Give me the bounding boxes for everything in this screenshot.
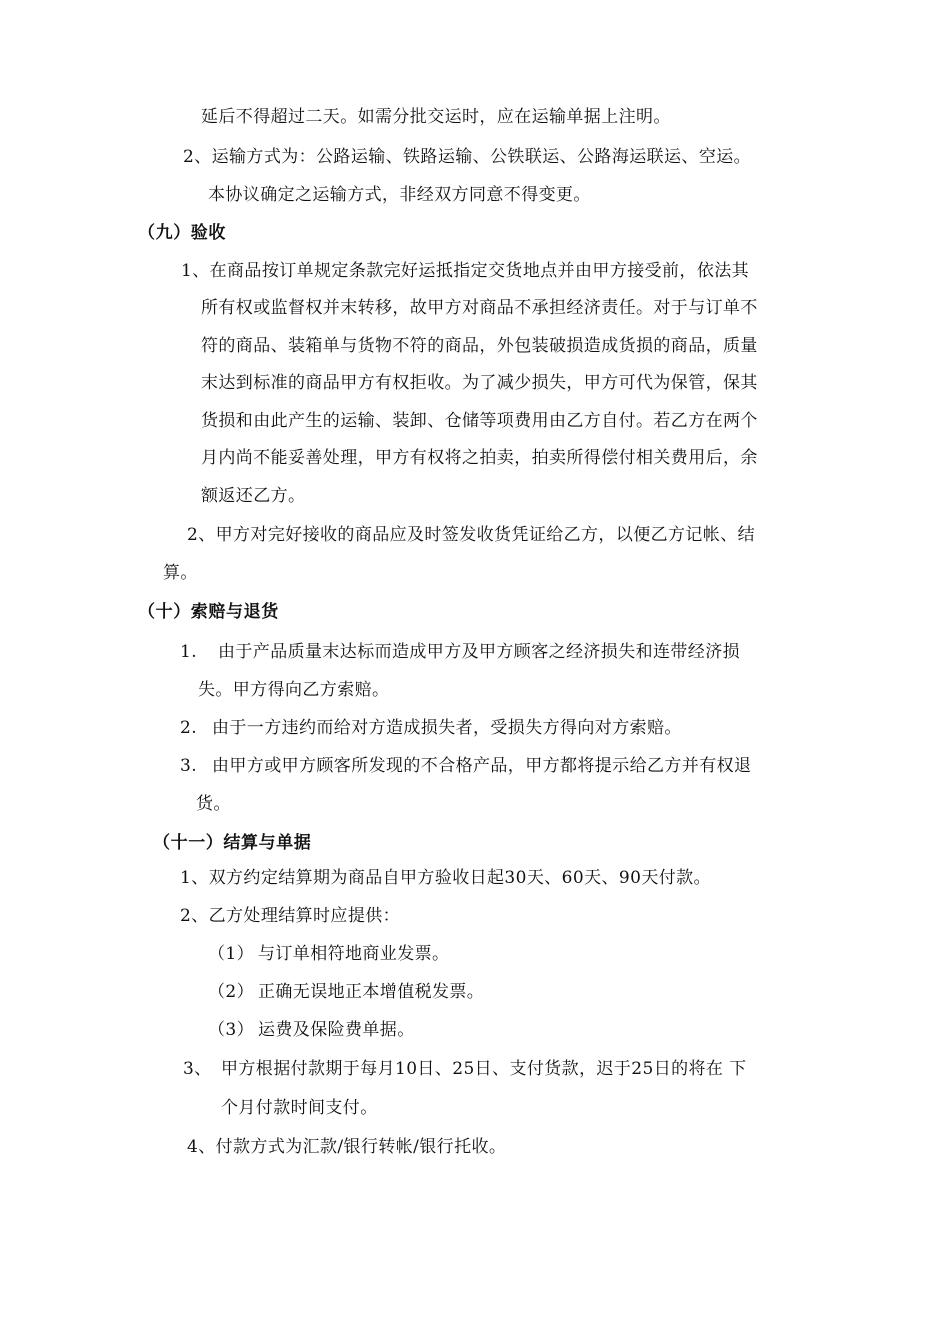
- item-text: 甲方对完好接收的商品应及时签发收货凭证给乙方，以便乙方记帐、结: [215, 525, 756, 545]
- sub-item-number: （1）: [208, 944, 255, 964]
- item-text: 运输方式为：公路运输、铁路运输、公铁联运、公路海运联运、空运。: [211, 147, 752, 167]
- list-item-3-line-2: 货。: [196, 794, 231, 814]
- item-text: 甲方根据付款期于每月10日、25日、支付货款，迟于25日的将在 下: [221, 1059, 747, 1079]
- list-item-1-line: 所有权或监督权并末转移，故甲方对商品不承担经济责任。对于与订单不: [201, 298, 758, 318]
- sub-item-number: （3）: [208, 1020, 255, 1040]
- list-item-1-line: 符的商品、装箱单与货物不符的商品，外包装破损造成货损的商品，质量: [201, 336, 758, 356]
- list-item-2-line-1: [187, 524, 755, 546]
- sub-item-text: 运费及保险费单据。: [258, 1020, 415, 1040]
- paragraph-line: 延后不得超过二天。如需分批交运时，应在运输单据上注明。: [201, 107, 671, 127]
- list-item-1-line: 额返还乙方。: [201, 486, 306, 506]
- item-number: 1、: [181, 261, 210, 281]
- item-number: 2、: [180, 906, 209, 926]
- item-number: 3、: [183, 1059, 212, 1079]
- item-text: 乙方处理结算时应提供：: [208, 906, 401, 926]
- item-text: 在商品按订单规定条款完好运抵指定交货地点并由甲方接受前，依法其: [209, 261, 750, 281]
- list-item-1-line: 月内尚不能妥善处理，甲方有权将之拍卖，拍卖所得偿付相关费用后，余: [201, 448, 758, 468]
- item-text: 由于一方违约而给对方造成损失者，受损失方得向对方索赔。: [212, 718, 682, 738]
- item-number: 3.: [180, 756, 198, 776]
- list-item-1-line: 货损和由此产生的运输、装卸、仓储等项费用由乙方自付。若乙方在两个: [201, 411, 758, 431]
- list-item-2-line-1: [183, 146, 751, 168]
- item-number: 2、: [183, 147, 212, 167]
- list-item-1-line-1: [181, 260, 749, 282]
- list-item-2-line-2: 本协议确定之运输方式，非经双方同意不得变更。: [208, 185, 591, 205]
- item-number: 2.: [180, 718, 198, 738]
- item-number: 1、: [180, 868, 209, 888]
- list-item-1-line-2: 失。甲方得向乙方索赔。: [198, 680, 390, 700]
- section-heading-9: （九）验收: [138, 223, 226, 243]
- list-item-1: [180, 867, 711, 889]
- item-number: 1.: [180, 642, 198, 662]
- list-item-1-line-1: [180, 641, 740, 663]
- list-item-3-line-2: 个月付款时间支付。: [221, 1098, 378, 1118]
- list-item-2: [180, 905, 400, 927]
- list-item-3-line-1: [180, 755, 751, 777]
- section-heading-11: （十一）结算与单据: [153, 833, 312, 853]
- sub-item-number: （2）: [208, 982, 255, 1002]
- item-text: 由于产品质量末达标而造成甲方及甲方顾客之经济损失和连带经济损: [218, 642, 740, 662]
- item-text: 双方约定结算期为商品自甲方验收日起30天、60天、90天付款。: [208, 868, 711, 888]
- list-item-3-line-1: [183, 1058, 747, 1080]
- item-text: 付款方式为汇款/银行转帐/银行托收。: [215, 1137, 507, 1157]
- list-item-2: [180, 717, 682, 739]
- item-number: 4、: [187, 1137, 216, 1157]
- sub-item-1: [208, 943, 449, 965]
- item-number: 2、: [187, 525, 216, 545]
- list-item-4: [187, 1136, 506, 1158]
- section-heading-10: （十）索赔与退货: [138, 602, 279, 622]
- sub-item-text: 与订单相符地商业发票。: [258, 944, 450, 964]
- sub-item-text: 正确无误地正本增值税发票。: [258, 982, 485, 1002]
- sub-item-3: [208, 1019, 415, 1041]
- sub-item-2: [208, 981, 484, 1003]
- list-item-1-line: 末达到标准的商品甲方有权拒收。为了减少损失，甲方可代为保管，保其: [201, 373, 758, 393]
- item-text: 由甲方或甲方顾客所发现的不合格产品，甲方都将提示给乙方并有权退: [212, 756, 752, 776]
- list-item-2-line-2: 算。: [163, 563, 198, 583]
